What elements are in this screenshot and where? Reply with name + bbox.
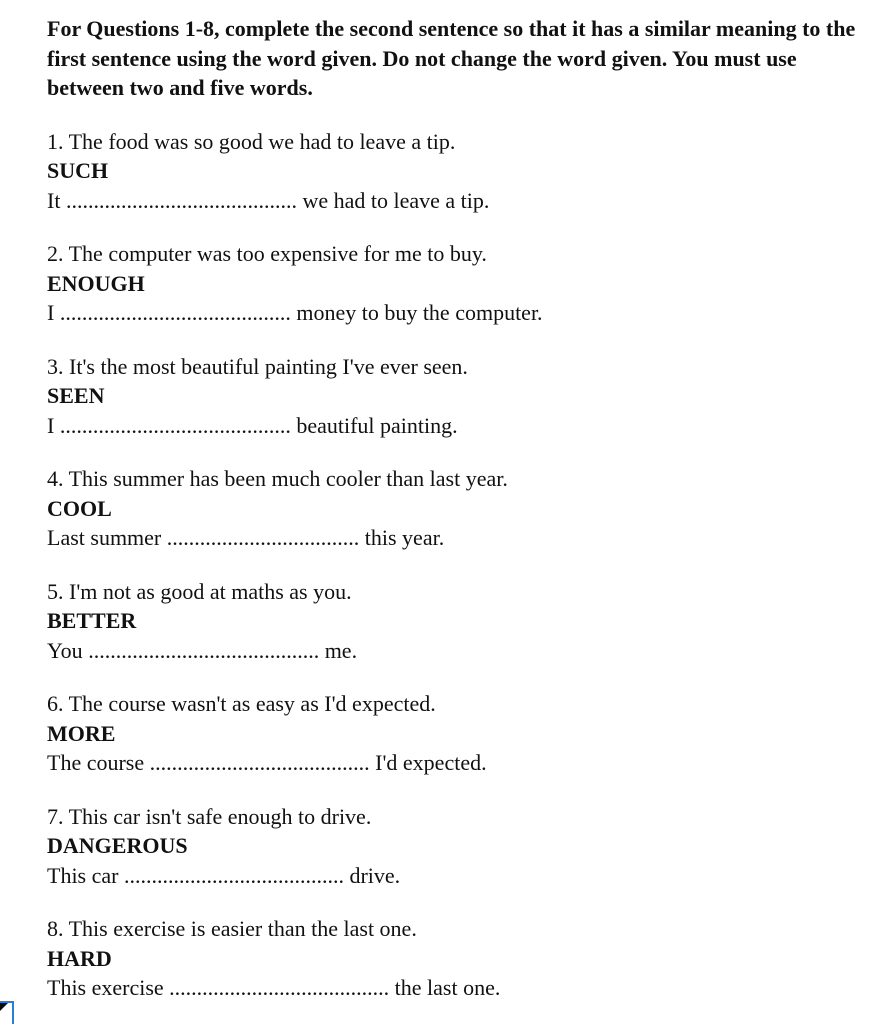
- rewrite-start: It: [47, 187, 61, 213]
- rewrite-line: [47, 186, 857, 216]
- question-number: 8.: [47, 916, 64, 941]
- keyword: HARD: [47, 945, 112, 971]
- answer-blank[interactable]: ........................................: [169, 975, 390, 1000]
- rewrite-line: [47, 861, 857, 891]
- worksheet: [47, 14, 857, 1003]
- rewrite-line: [47, 636, 857, 666]
- rewrite-end: I'd expected.: [375, 750, 487, 775]
- sentence-text: It's the most beautiful painting I've ever seen.: [69, 353, 468, 379]
- question-8: [47, 914, 857, 1003]
- answer-blank[interactable]: ..........................................: [59, 412, 291, 438]
- sentence-text: The computer was too expensive for me to buy.: [68, 241, 487, 266]
- original-sentence: [47, 914, 857, 944]
- original-sentence: [47, 239, 857, 269]
- original-sentence: [47, 127, 857, 157]
- question-2: [47, 239, 857, 328]
- rewrite-start: The course: [47, 750, 145, 775]
- answer-blank[interactable]: ........................................: [123, 862, 344, 888]
- rewrite-end: this year.: [364, 525, 445, 550]
- question-number: 5.: [47, 578, 64, 604]
- original-sentence: [47, 802, 857, 832]
- original-sentence: [47, 689, 857, 719]
- question-1: [47, 127, 857, 216]
- keyword: DANGEROUS: [47, 833, 188, 858]
- sentence-text: This exercise is easier than the last one.: [68, 916, 417, 941]
- keyword: BETTER: [47, 608, 137, 633]
- answer-blank[interactable]: ........................................: [149, 750, 370, 775]
- keyword: SUCH: [47, 158, 109, 183]
- rewrite-end: drive.: [349, 862, 401, 888]
- rewrite-line: [47, 523, 857, 553]
- rewrite-line: [47, 973, 857, 1003]
- sentence-text: I'm not as good at maths as you.: [69, 578, 352, 604]
- rewrite-line: [47, 748, 857, 778]
- rewrite-start: I: [47, 300, 55, 325]
- rewrite-end: me.: [324, 637, 358, 663]
- question-number: 3.: [47, 353, 64, 379]
- answer-blank[interactable]: ...................................: [166, 525, 360, 550]
- keyword: MORE: [47, 720, 116, 746]
- answer-blank[interactable]: ..........................................: [59, 300, 291, 325]
- question-number: 4.: [47, 466, 64, 491]
- question-7: [47, 802, 857, 891]
- question-3: [47, 352, 857, 441]
- rewrite-start: I: [47, 412, 55, 438]
- sentence-text: The food was so good we had to leave a tip.: [68, 128, 456, 154]
- keyword: SEEN: [47, 383, 105, 408]
- rewrite-start: This exercise: [47, 975, 164, 1000]
- question-number: 1.: [47, 128, 64, 154]
- rewrite-start: This car: [47, 862, 119, 888]
- instructions: For Questions 1-8, complete the second sentence so that it has a similar meaning to the first sentence using the word given. Do not change the word given. You must use between two and five words.: [47, 16, 856, 100]
- rewrite-end: beautiful painting.: [296, 412, 458, 438]
- original-sentence: [47, 577, 857, 607]
- rewrite-line: [47, 298, 857, 328]
- answer-blank[interactable]: ..........................................: [88, 637, 320, 663]
- sentence-text: This car isn't safe enough to drive.: [68, 803, 372, 829]
- answer-blank[interactable]: ..........................................: [65, 187, 297, 213]
- question-4: [47, 464, 857, 553]
- question-6: [47, 689, 857, 778]
- rewrite-end: money to buy the computer.: [296, 300, 543, 325]
- resize-corner-icon[interactable]: [0, 1001, 14, 1024]
- question-number: 2.: [47, 241, 64, 266]
- rewrite-end: we had to leave a tip.: [302, 187, 490, 213]
- original-sentence: [47, 352, 857, 382]
- original-sentence: [47, 464, 857, 494]
- keyword: COOL: [47, 495, 112, 521]
- question-number: 6.: [47, 691, 64, 716]
- sentence-text: The course wasn't as easy as I'd expected.: [68, 691, 436, 716]
- rewrite-start: Last summer: [47, 525, 162, 550]
- sentence-text: This summer has been much cooler than last year.: [68, 466, 508, 491]
- rewrite-start: You: [47, 637, 83, 663]
- question-5: [47, 577, 857, 666]
- keyword: ENOUGH: [47, 270, 145, 296]
- rewrite-end: the last one.: [394, 975, 501, 1000]
- rewrite-line: [47, 411, 857, 441]
- question-number: 7.: [47, 803, 64, 829]
